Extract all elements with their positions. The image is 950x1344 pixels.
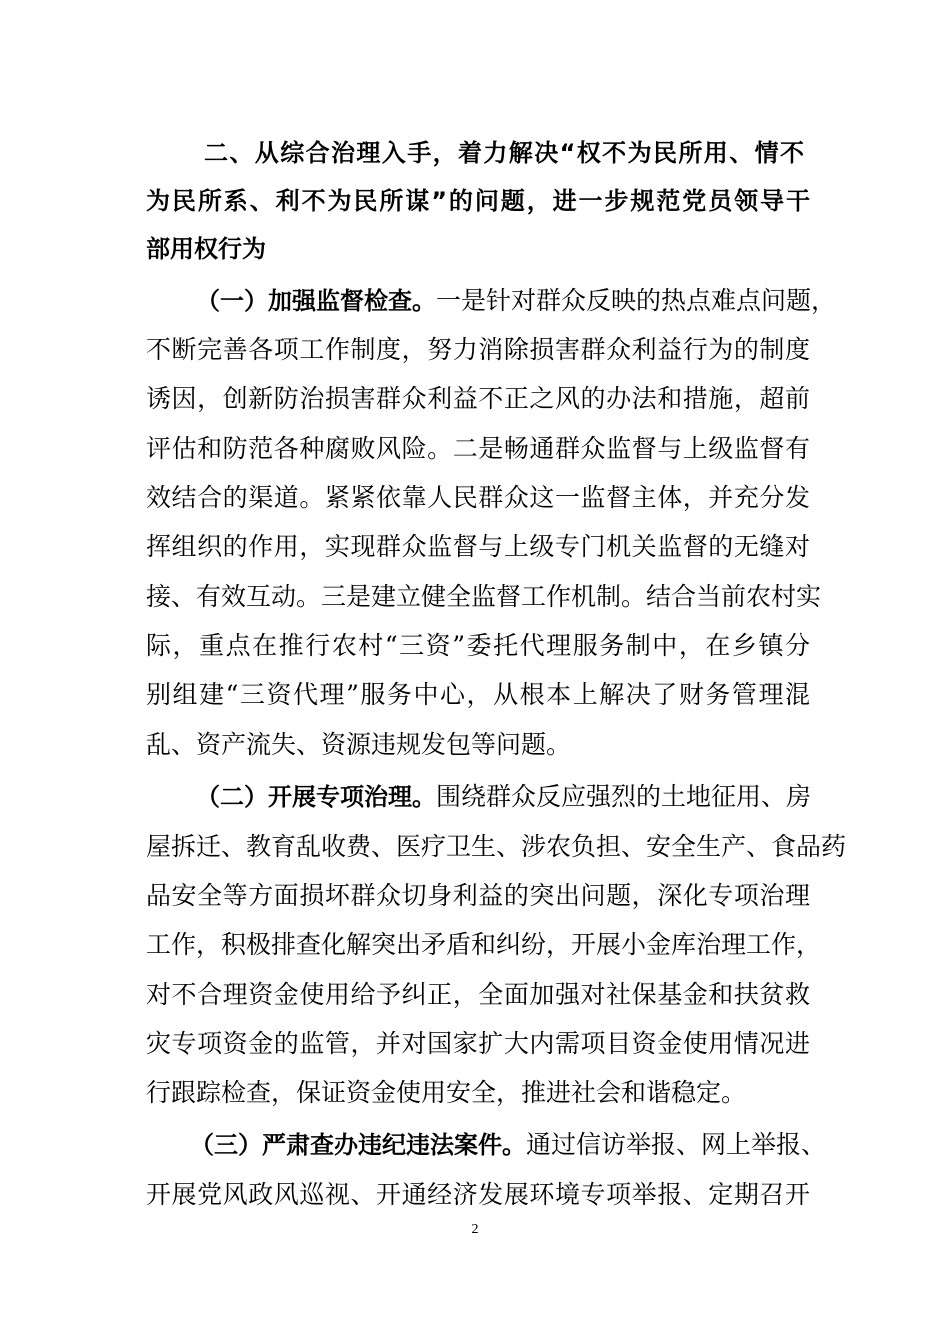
section-2-title: （二）开展专项治理。 [196,783,436,811]
section-1-paragraph-line-10: 乱、资产流失、资源违规发包等问题。 [146,730,572,759]
section-3-paragraph-line-2: 开展党风政风巡视、开通经济发展环境专项举报、定期召开 [146,1180,810,1209]
section-1-paragraph-line-2: 不断完善各项工作制度，努力消除损害群众利益行为的制度 [146,335,810,364]
section-heading-line-2: 为民所系、利不为民所谋”的问题，进一步规范党员领导干 [146,187,810,215]
section-3-paragraph-line-1 [190,1130,827,1160]
section-1-paragraph-line-3: 诱因，创新防治损害群众利益不正之风的办法和措施，超前 [146,384,810,413]
section-2-paragraph-line-1 [196,782,810,812]
section-1-paragraph-line-7: 接、有效互动。三是建立健全监督工作机制。结合当前农村实 [146,582,822,611]
section-heading-line-3: 部用权行为 [146,235,266,263]
section-2-line-1-text: 围绕群众反应强烈的土地征用、房 [436,782,812,811]
section-heading-line-1: 二、从综合治理入手，着力解决“权不为民所用、情不 [204,139,804,167]
section-1-paragraph-line-9: 别组建“三资代理”服务中心，从根本上解决了财务管理混 [146,680,810,709]
section-2-paragraph-line-3: 品安全等方面损坏群众切身利益的突出问题，深化专项治理 [146,881,810,910]
section-1-title: （一）加强监督检查。 [196,287,436,315]
section-2-paragraph-line-4: 工作，积极排查化解突出矛盾和纠纷，开展小金库治理工作， [146,930,822,959]
section-1-paragraph-line-4: 评估和防范各种腐败风险。二是畅通群众监督与上级监督有 [146,434,810,463]
section-2-paragraph-line-7: 行跟踪检查，保证资金使用安全，推进社会和谐稳定。 [146,1078,747,1107]
section-2-paragraph-line-2: 屋拆迁、教育乱收费、医疗卫生、涉农负担、安全生产、食品药 [146,832,847,861]
section-2-paragraph-line-6: 灾专项资金的监管，并对国家扩大内需项目资金使用情况进 [146,1029,810,1058]
section-3-line-1-text: 通过信访举报、网上举报、 [526,1130,827,1159]
section-1-paragraph-line-1 [196,286,837,316]
section-1-paragraph-line-6: 挥组织的作用，实现群众监督与上级专门机关监督的无缝对 [146,532,810,561]
page-number: 2 [471,1222,479,1237]
section-2-paragraph-line-5: 对不合理资金使用给予纠正，全面加强对社保基金和扶贫救 [146,980,810,1009]
section-1-line-1-text: 一是针对群众反映的热点难点问题， [436,286,837,315]
section-1-paragraph-line-8: 际，重点在推行农村“三资”委托代理服务制中，在乡镇分 [146,631,810,660]
section-1-paragraph-line-5: 效结合的渠道。紧紧依靠人民群众这一监督主体，并充分发 [146,483,810,512]
section-3-title: （三）严肃查办违纪违法案件。 [190,1131,526,1159]
